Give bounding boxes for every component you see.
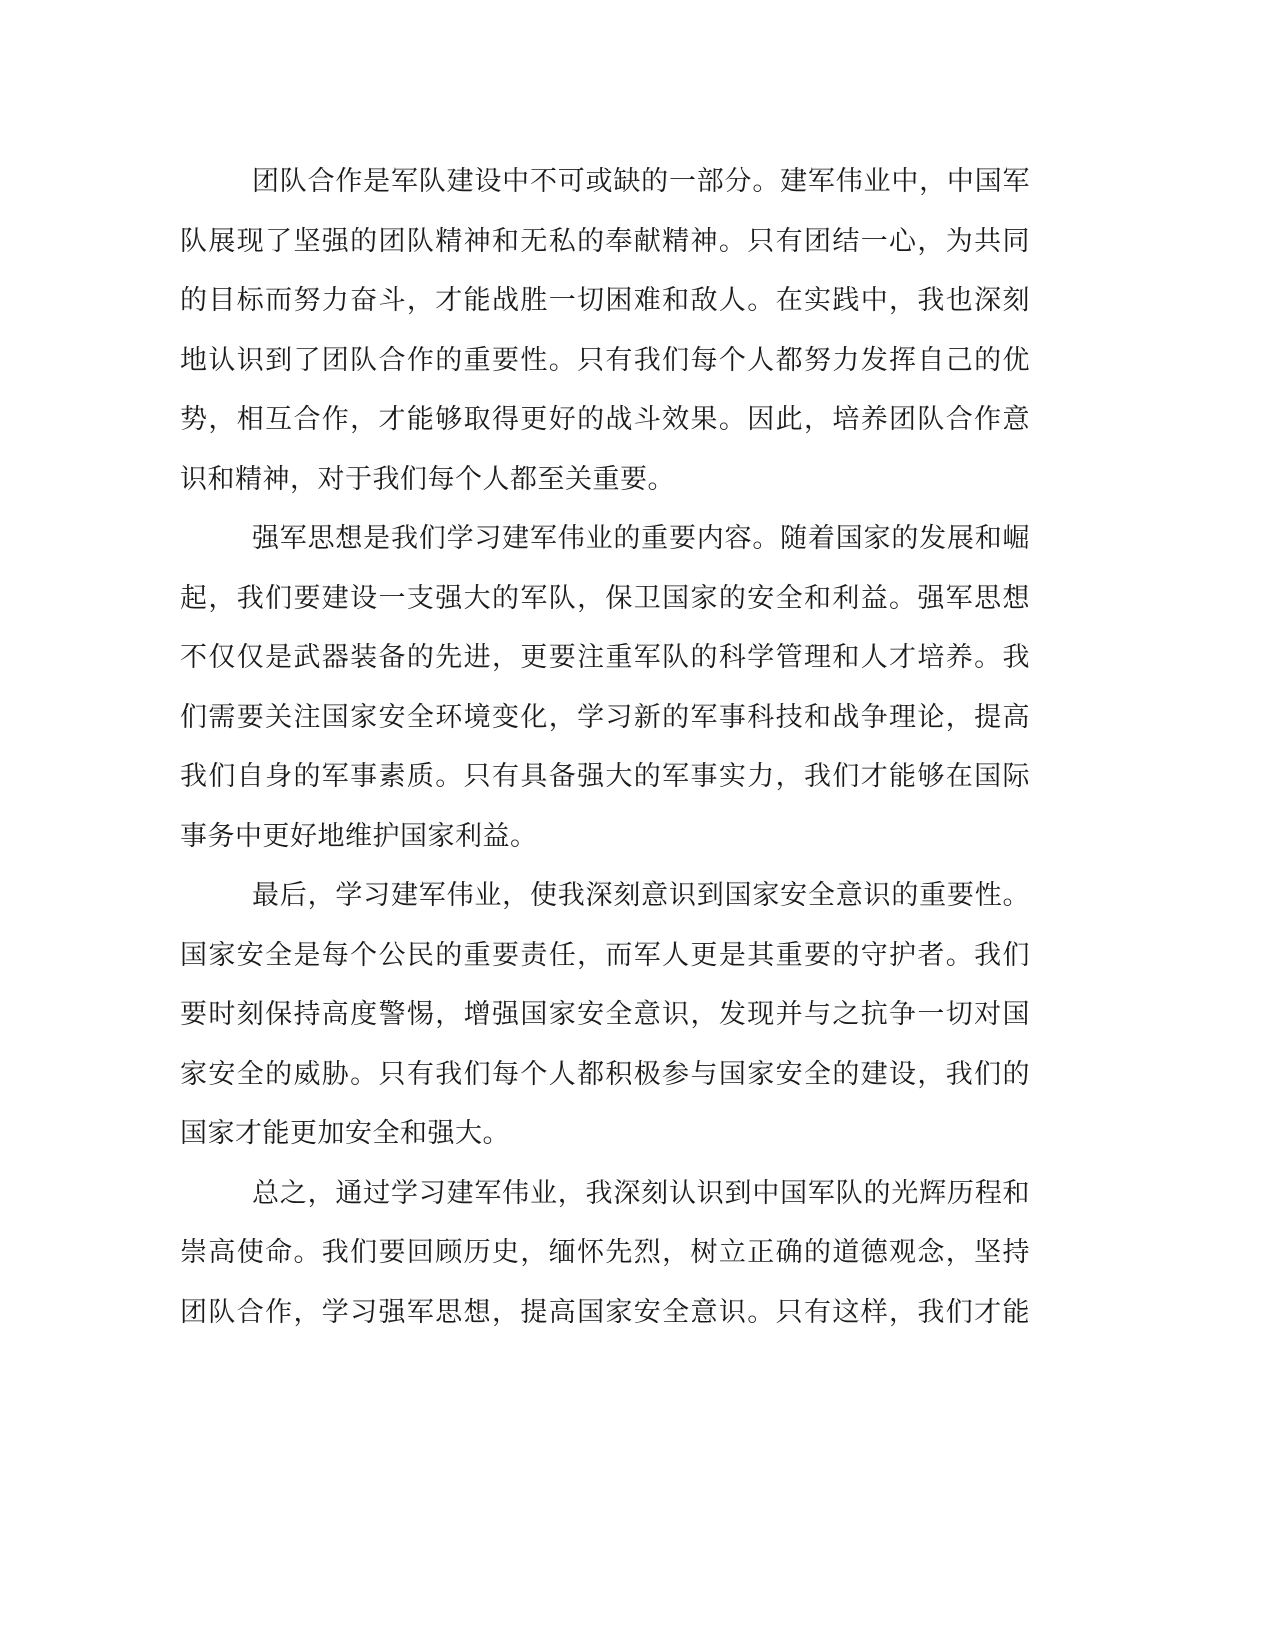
text-line: 总之，通过学习建军伟业，我深刻认识到中国军队的光辉历程和 <box>252 1177 1030 1209</box>
text-line: 事务中更好地维护国家利益。 <box>180 820 538 852</box>
text-line: 团队合作是军队建设中不可或缺的一部分。建军伟业中，中国军 <box>252 166 1030 197</box>
text-line: 队展现了坚强的团队精神和无私的奉献精神。只有团结一心，为共同 <box>180 225 1030 257</box>
paragraph-strong-army <box>180 509 1030 866</box>
text-line: 起，我们要建设一支强大的军队，保卫国家的安全和利益。强军思想 <box>180 582 1030 614</box>
text-line: 国家安全是每个公民的重要责任，而军人更是其重要的守护者。我们 <box>180 939 1030 971</box>
text-line: 最后，学习建军伟业，使我深刻意识到国家安全意识的重要性。 <box>252 880 1030 911</box>
text-line: 势，相互合作，才能够取得更好的战斗效果。因此，培养团队合作意 <box>180 404 1030 435</box>
paragraph-teamwork <box>180 152 1030 509</box>
text-line: 国家才能更加安全和强大。 <box>180 1118 510 1149</box>
text-line: 我们自身的军事素质。只有具备强大的军事实力，我们才能够在国际 <box>180 761 1030 792</box>
text-line: 要时刻保持高度警惕，增强国家安全意识，发现并与之抗争一切对国 <box>180 999 1030 1030</box>
text-line: 家安全的威胁。只有我们每个人都积极参与国家安全的建设，我们的 <box>180 1058 1030 1090</box>
document-page <box>180 152 1030 1342</box>
text-line: 崇高使命。我们要回顾历史，缅怀先烈，树立正确的道德观念，坚持 <box>180 1237 1030 1268</box>
text-line: 不仅仅是武器装备的先进，更要注重军队的科学管理和人才培养。我 <box>180 642 1030 673</box>
paragraph-national-security <box>180 866 1030 1164</box>
text-line: 地认识到了团队合作的重要性。只有我们每个人都努力发挥自己的优 <box>180 344 1030 376</box>
text-line: 识和精神，对于我们每个人都至关重要。 <box>180 463 675 495</box>
text-line: 团队合作，学习强军思想，提高国家安全意识。只有这样，我们才能 <box>180 1296 1030 1328</box>
text-line: 强军思想是我们学习建军伟业的重要内容。随着国家的发展和崛 <box>252 523 1030 554</box>
text-line: 的目标而努力奋斗，才能战胜一切困难和敌人。在实践中，我也深刻 <box>180 285 1030 316</box>
paragraph-conclusion <box>180 1164 1030 1343</box>
text-line: 们需要关注国家安全环境变化，学习新的军事科技和战争理论，提高 <box>180 701 1030 733</box>
